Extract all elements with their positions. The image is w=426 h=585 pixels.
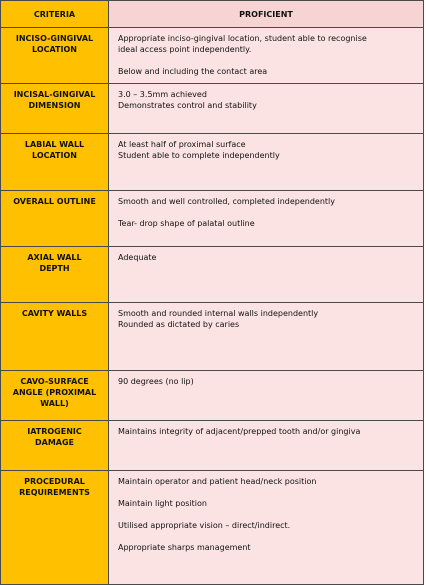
line-gap	[118, 509, 415, 520]
criteria-text: WALL)	[40, 399, 69, 408]
proficient-text: Demonstrates control and stability	[118, 101, 257, 110]
proficient-cell	[109, 28, 424, 84]
proficient-cell	[109, 421, 424, 471]
proficient-text: Utilised appropriate vision – direct/indirect.	[118, 521, 291, 530]
proficient-header: PROFICIENT	[109, 1, 424, 28]
criteria-text: DAMAGE	[34, 438, 74, 447]
line-gap	[118, 531, 415, 542]
criteria-cell	[1, 421, 109, 471]
criteria-text: LOCATION	[32, 151, 77, 160]
criteria-cell	[1, 134, 109, 191]
rubric-row	[1, 84, 424, 134]
header-row	[1, 1, 424, 28]
criteria-text: AXIAL WALL	[27, 253, 82, 262]
proficient-cell	[109, 303, 424, 371]
criteria-text: CAVITY WALLS	[21, 309, 88, 318]
criteria-text: INCISAL-GINGIVAL	[13, 90, 96, 99]
proficient-text: Rounded as dictated by caries	[118, 320, 240, 329]
proficient-text: Maintain light position	[118, 499, 207, 508]
criteria-text: CAVO-SURFACE	[20, 377, 89, 386]
proficient-text: 3.0 – 3.5mm achieved	[118, 90, 207, 99]
criteria-text: DEPTH	[39, 264, 70, 273]
proficient-cell	[109, 371, 424, 421]
criteria-cell	[1, 471, 109, 585]
criteria-cell	[1, 28, 109, 84]
criteria-text: REQUIREMENTS	[19, 488, 90, 497]
proficient-text: Student able to complete independently	[118, 151, 280, 160]
proficient-text: Maintain operator and patient head/neck position	[118, 477, 317, 486]
criteria-text: LABIAL WALL	[24, 140, 85, 149]
proficient-text: At least half of proximal surface	[118, 140, 246, 149]
proficient-text: Adequate	[118, 253, 157, 262]
criteria-cell	[1, 84, 109, 134]
rubric-row	[1, 191, 424, 247]
criteria-cell	[1, 191, 109, 247]
criteria-text: PROCEDURAL	[24, 477, 85, 486]
criteria-text: LOCATION	[32, 45, 77, 54]
line-gap	[118, 55, 415, 66]
proficient-text: ideal access point independently.	[118, 45, 252, 54]
proficient-text: Maintains integrity of adjacent/prepped tooth and/or gingiva	[118, 427, 361, 436]
proficient-text: Tear- drop shape of palatal outline	[118, 219, 255, 228]
line-gap	[118, 207, 415, 218]
criteria-text: IATROGENIC	[27, 427, 82, 436]
rubric-row	[1, 134, 424, 191]
criteria-text: DIMENSION	[28, 101, 81, 110]
proficient-text: Smooth and well controlled, completed independently	[118, 197, 336, 206]
rubric-body	[1, 28, 424, 585]
proficient-cell	[109, 247, 424, 303]
rubric-row	[1, 303, 424, 371]
rubric-row	[1, 471, 424, 585]
rubric-row	[1, 247, 424, 303]
proficient-cell	[109, 134, 424, 191]
proficient-text: Appropriate inciso-gingival location, student able to recognise	[118, 34, 367, 43]
line-gap	[118, 487, 415, 498]
criteria-cell	[1, 247, 109, 303]
criteria-text: INCISO-GINGIVAL	[15, 34, 94, 43]
criteria-header: CRITERIA	[1, 1, 109, 28]
rubric-row	[1, 371, 424, 421]
proficient-cell	[109, 84, 424, 134]
criteria-cell	[1, 371, 109, 421]
proficient-text: Below and including the contact area	[118, 67, 268, 76]
proficient-cell	[109, 191, 424, 247]
rubric-row	[1, 28, 424, 84]
criteria-text: ANGLE (PROXIMAL	[12, 388, 97, 397]
proficient-cell	[109, 471, 424, 585]
proficient-text: 90 degrees (no lip)	[118, 377, 194, 386]
rubric-row	[1, 421, 424, 471]
proficient-text: Smooth and rounded internal walls independently	[118, 309, 319, 318]
criteria-text: OVERALL OUTLINE	[13, 197, 96, 206]
criteria-cell	[1, 303, 109, 371]
proficient-text: Appropriate sharps management	[118, 543, 251, 552]
